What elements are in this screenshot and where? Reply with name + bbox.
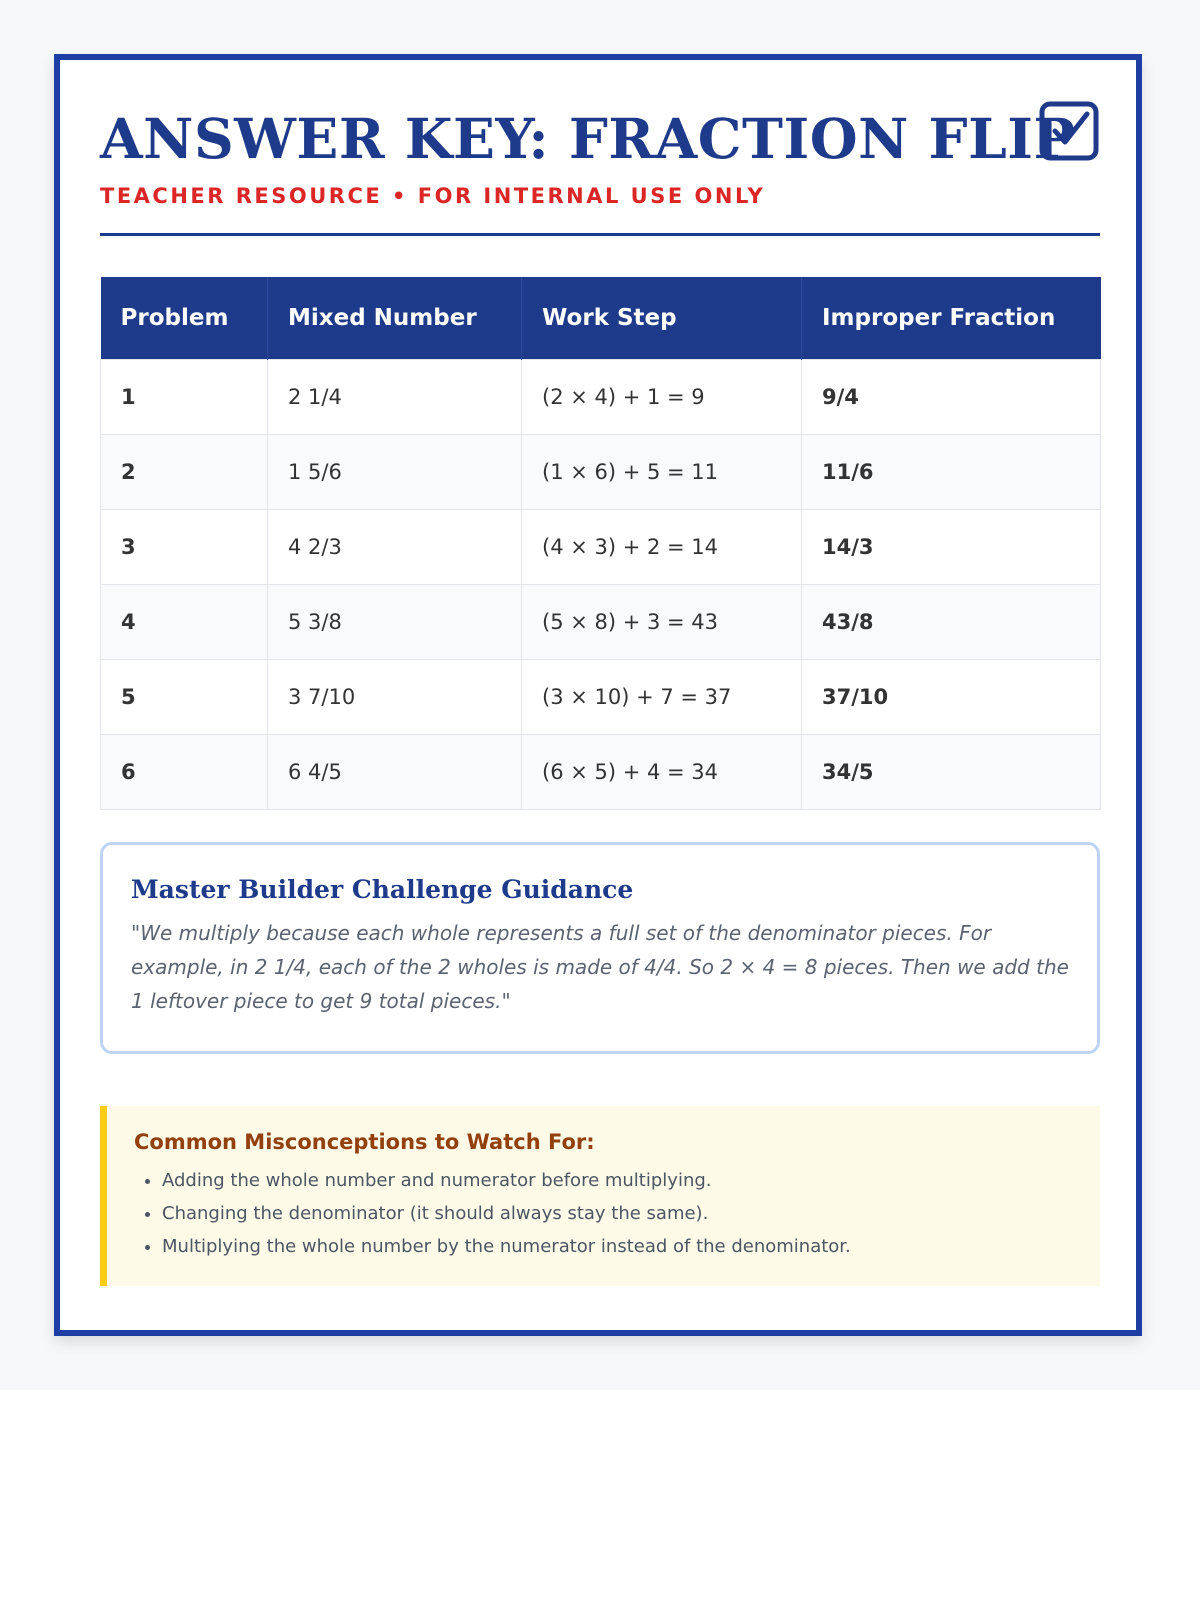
guidance-title: Master Builder Challenge Guidance: [131, 875, 634, 904]
guidance-quote: "We multiply because each whole represents a full set of the denominator pieces. For example, in 2 1/4, each of the 2 wholes is made of 4/4. So 2 × 4 = 8 pieces. Then we add the 1 leftover piece to get 9 total pieces.": [131, 921, 1069, 1013]
mixed-number: 6 4/5: [268, 735, 522, 810]
checkbox-checked-icon: [1038, 100, 1100, 162]
column-header-problem: Problem: [101, 277, 268, 360]
header-divider: [100, 233, 1100, 236]
improper-fraction: 9/4: [802, 360, 1101, 435]
problem-number: 3: [101, 510, 268, 585]
header: [100, 100, 1100, 240]
column-header-mixed-number: Mixed Number: [268, 277, 522, 360]
list-item: • Multiplying the whole number by the numerator instead of the denominator.: [162, 1230, 1100, 1263]
mixed-number: 4 2/3: [268, 510, 522, 585]
problem-number: 5: [101, 660, 268, 735]
mixed-number: 3 7/10: [268, 660, 522, 735]
misconceptions-title: Common Misconceptions to Watch For:: [134, 1130, 595, 1154]
improper-fraction: 37/10: [802, 660, 1101, 735]
table-row: [101, 735, 1101, 810]
list-item: • Adding the whole number and numerator before multiplying.: [162, 1164, 1100, 1197]
improper-fraction: 43/8: [802, 585, 1101, 660]
table-row: [101, 585, 1101, 660]
work-step: (4 × 3) + 2 = 14: [522, 510, 802, 585]
answer-key-card: [54, 54, 1142, 1336]
improper-fraction: 14/3: [802, 510, 1101, 585]
table-row: [101, 510, 1101, 585]
table-row: [101, 660, 1101, 735]
answer-table: [100, 277, 1101, 810]
table-row: [101, 360, 1101, 435]
mixed-number: 2 1/4: [268, 360, 522, 435]
problem-number: 6: [101, 735, 268, 810]
problem-number: 2: [101, 435, 268, 510]
list-item: • Changing the denominator (it should always stay the same).: [162, 1197, 1100, 1230]
work-step: (5 × 8) + 3 = 43: [522, 585, 802, 660]
page-title: ANSWER KEY: FRACTION FLIP: [100, 106, 1076, 171]
table-header-row: [101, 277, 1101, 360]
work-step: (6 × 5) + 4 = 34: [522, 735, 802, 810]
mixed-number: 5 3/8: [268, 585, 522, 660]
improper-fraction: 11/6: [802, 435, 1101, 510]
misconceptions-list: [134, 1164, 1100, 1263]
mixed-number: 1 5/6: [268, 435, 522, 510]
work-step: (1 × 6) + 5 = 11: [522, 435, 802, 510]
column-header-improper-fraction: Improper Fraction: [802, 277, 1101, 360]
table-row: [101, 435, 1101, 510]
guidance-box: [100, 842, 1100, 1054]
page-subtitle: TEACHER RESOURCE • FOR INTERNAL USE ONLY: [100, 184, 766, 208]
problem-number: 4: [101, 585, 268, 660]
work-step: (3 × 10) + 7 = 37: [522, 660, 802, 735]
misconceptions-box: [100, 1106, 1100, 1286]
work-step: (2 × 4) + 1 = 9: [522, 360, 802, 435]
improper-fraction: 34/5: [802, 735, 1101, 810]
column-header-work-step: Work Step: [522, 277, 802, 360]
problem-number: 1: [101, 360, 268, 435]
